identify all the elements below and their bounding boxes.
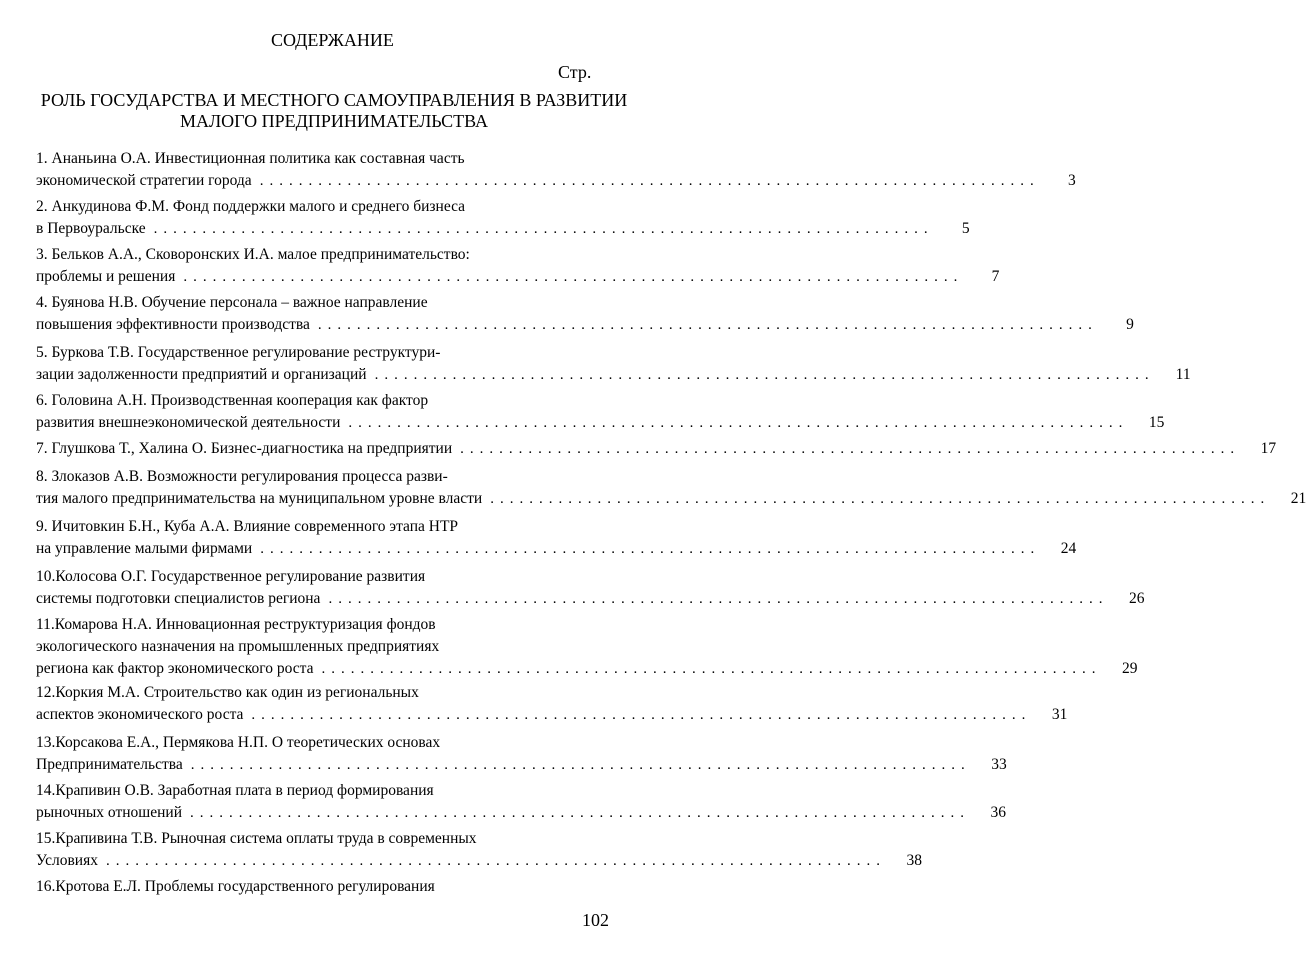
dot-leader: ................................................................................ xyxy=(153,221,934,237)
entry-text: Предпринимательства xyxy=(36,756,183,773)
entry-page-number: 15 xyxy=(1148,414,1165,431)
section-title-line: РОЛЬ ГОСУДАРСТВА И МЕСТНОГО САМОУПРАВЛЕНИЯ В РАЗВИТИИ xyxy=(40,90,628,110)
entry-page-number: 11 xyxy=(1175,366,1191,383)
entry-text: 3. Бельков А.А., Сковоронских И.А. малое предпринимательство: xyxy=(36,246,470,263)
entry-page-number: 3 xyxy=(1067,172,1076,189)
entry-text: Условиях xyxy=(36,852,98,869)
entry-text: 6. Головина А.Н. Производственная кооперация как фактор xyxy=(36,392,429,409)
section-title xyxy=(28,90,640,132)
entry-text: в Первоуральске xyxy=(36,220,146,237)
entry-text: 13.Корсакова Е.А., Пермякова Н.П. О теоретических основах xyxy=(36,734,441,751)
entry-page-number: 5 xyxy=(961,220,970,237)
entry-page-number: 33 xyxy=(991,756,1007,773)
entry-text: системы подготовки специалистов региона xyxy=(36,590,321,607)
dot-leader: ................................................................................ xyxy=(105,853,886,869)
entry-text: региона как фактор экономического роста xyxy=(36,660,314,677)
entry-text: 1. Ананьина О.А. Инвестиционная политика как составная часть xyxy=(36,150,465,167)
dot-leader: ................................................................................ xyxy=(183,269,964,285)
entry-text: тия малого предпринимательства на муниципальном уровне власти xyxy=(36,490,483,507)
toc-entry xyxy=(36,244,1000,288)
entry-text: экологического назначения на промышленных предприятиях xyxy=(36,638,440,655)
dot-leader: ................................................................................ xyxy=(317,317,1098,333)
entry-page-number: 21 xyxy=(1290,490,1306,507)
toc-entry xyxy=(36,342,1191,386)
entry-text: 11.Комарова Н.А. Инновационная реструктуризация фондов xyxy=(36,616,436,633)
entry-text: экономической стратегии города xyxy=(36,172,252,189)
entry-text: рыночных отношений xyxy=(36,804,183,821)
dot-leader: ................................................................................ xyxy=(251,707,1032,723)
entry-text: 7. Глушкова Т., Халина О. Бизнес-диагностика на предприятии xyxy=(36,440,453,457)
dot-leader: ................................................................................ xyxy=(460,441,1241,457)
entry-text: 14.Крапивин О.В. Заработная плата в период формирования xyxy=(36,782,434,799)
section-title-line: МАЛОГО ПРЕДПРИНИМАТЕЛЬСТВА xyxy=(179,111,489,131)
entry-text: повышения эффективности производства xyxy=(36,316,310,333)
toc-entry xyxy=(36,466,1306,510)
entry-text: проблемы и решения xyxy=(36,268,176,285)
entry-page-number: 36 xyxy=(990,804,1007,821)
entry-text: 15.Крапивина Т.В. Рыночная система оплаты труда в современных xyxy=(36,830,477,847)
entry-text: развития внешнеэкономической деятельности xyxy=(36,414,341,431)
entry-text: 5. Буркова Т.В. Государственное регулирование реструктури- xyxy=(36,344,441,361)
dot-leader: ................................................................................ xyxy=(348,415,1129,431)
entry-text: на управление малыми фирмами xyxy=(36,540,253,557)
dot-leader: ................................................................................ xyxy=(190,757,971,773)
entry-page-number: 31 xyxy=(1051,706,1068,723)
entry-text: 2. Анкудинова Ф.М. Фонд поддержки малого и среднего бизнеса xyxy=(36,198,466,215)
toc-entry xyxy=(36,682,1068,726)
dot-leader: ................................................................................ xyxy=(259,173,1040,189)
toc-entry xyxy=(36,732,1007,776)
toc-entry xyxy=(36,876,606,898)
toc-entry xyxy=(36,196,970,240)
entry-page-number: 9 xyxy=(1126,316,1134,333)
entry-page-number: 29 xyxy=(1122,660,1138,677)
entry-text: 12.Коркия М.А. Строительство как один из региональных xyxy=(36,684,419,701)
dot-leader: ................................................................................ xyxy=(321,661,1102,677)
page-title: СОДЕРЖАНИЕ xyxy=(271,30,394,50)
entry-text: 8. Злоказов А.В. Возможности регулирования процесса разви- xyxy=(36,468,448,485)
entry-text: 16.Кротова Е.Л. Проблемы государственного регулирования xyxy=(36,878,435,895)
entry-page-number: 17 xyxy=(1260,440,1277,457)
toc-entry xyxy=(36,438,1277,460)
dot-leader: ................................................................................ xyxy=(190,805,971,821)
toc-entry xyxy=(36,566,1145,610)
entry-page-number: 26 xyxy=(1128,590,1145,607)
page-number: 102 xyxy=(582,910,609,930)
entry-text: аспектов экономического роста xyxy=(36,706,244,723)
toc-entry xyxy=(36,390,1165,434)
dot-leader: ................................................................................ xyxy=(374,367,1155,383)
toc-entry xyxy=(36,780,1007,824)
entry-page-number: 7 xyxy=(991,268,1000,285)
toc-entry xyxy=(36,148,1076,192)
dot-leader: ................................................................................ xyxy=(260,541,1041,557)
entry-text: зации задолженности предприятий и организаций xyxy=(36,366,367,383)
entry-text: 10.Колосова О.Г. Государственное регулирование развития xyxy=(36,568,426,585)
entry-text: 9. Ичитовкин Б.Н., Куба А.А. Влияние современного этапа НТР xyxy=(36,518,459,535)
toc-entry xyxy=(36,516,1077,560)
dot-leader: ................................................................................ xyxy=(328,591,1109,607)
page-column-label: Стр. xyxy=(558,62,592,82)
entry-page-number: 38 xyxy=(906,852,922,869)
dot-leader: ................................................................................ xyxy=(490,491,1271,507)
toc-entry xyxy=(36,828,922,872)
toc-entry xyxy=(36,292,1134,336)
entry-text: 4. Буянова Н.В. Обучение персонала – важное направление xyxy=(36,294,428,311)
entry-page-number: 24 xyxy=(1060,540,1077,557)
toc-entry xyxy=(36,614,1138,680)
